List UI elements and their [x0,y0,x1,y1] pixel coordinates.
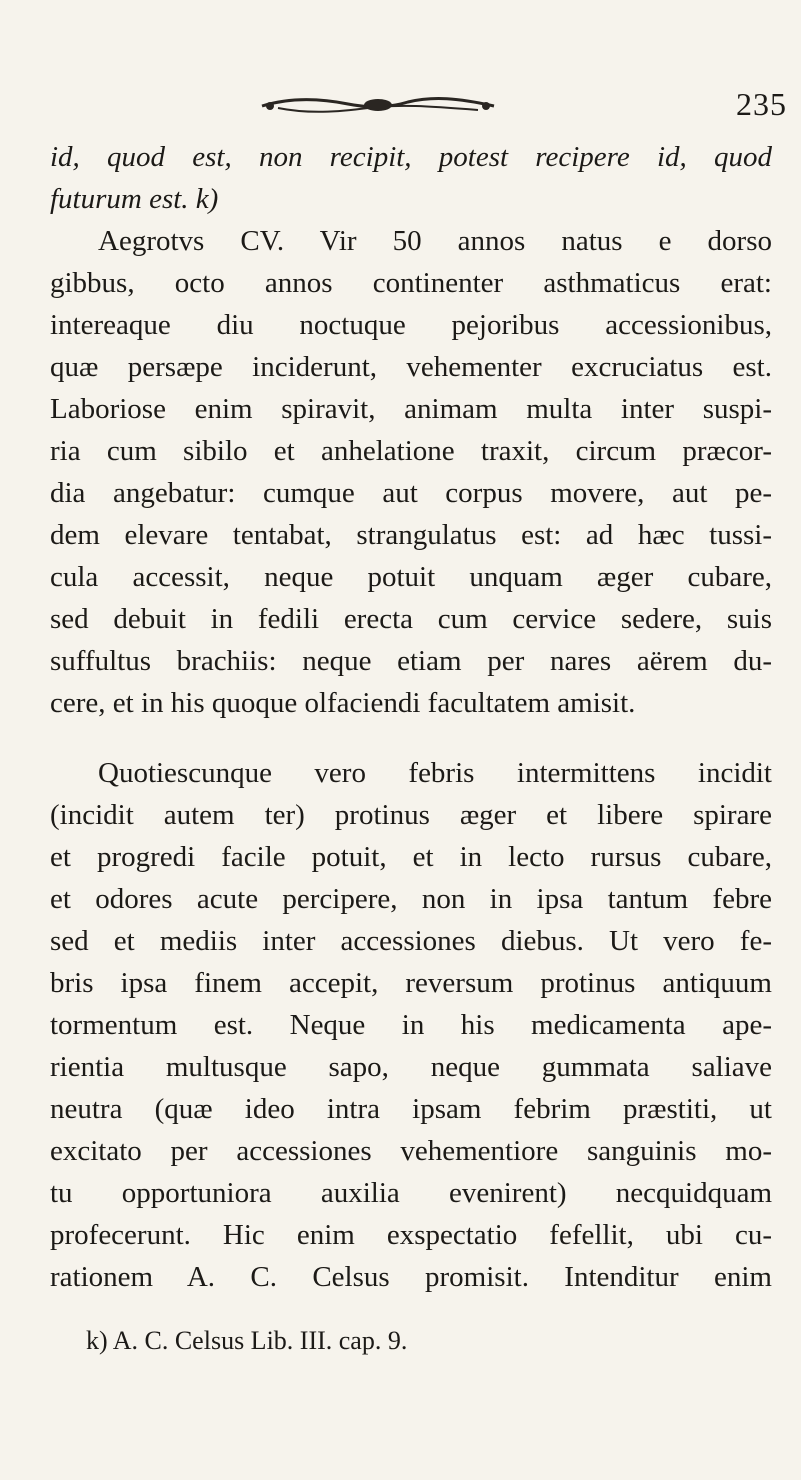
text-line: profecerunt. Hic enim exspectatio fefellit, ubi cu- [50,1219,772,1251]
text-line: Quotiescunque vero febris intermittens incidit [98,757,772,789]
text-line: et progredi facile potuit, et in lecto rursus cubare, [50,841,772,873]
text-line: excitato per accessiones vehementiore sanguinis mo- [50,1135,772,1167]
text-line: Aegrotvs CV. Vir 50 annos natus e dorso [98,225,772,257]
text-line: suffultus brachiis: neque etiam per nares aërem du- [50,645,772,677]
body-text [50,136,772,1298]
footnote: k) A. C. Celsus Lib. III. cap. 9. [86,1326,408,1355]
page-number: 235 [736,86,787,122]
text-line: sed et mediis inter accessiones diebus. Ut vero fe- [50,925,772,957]
text-line: ria cum sibilo et anhelatione traxit, circum præcor- [50,435,772,467]
text-line: rationem A. C. Celsus promisit. Intenditur enim [50,1261,772,1293]
text-line: quæ persæpe inciderunt, vehementer excruciatus est. [50,351,772,383]
text-line: gibbus, octo annos continenter asthmaticus erat: [50,267,772,299]
text-line: futurum est. k) [50,183,219,215]
text-line: et odores acute percipere, non in ipsa tantum febre [50,883,772,915]
text-line: dem elevare tentabat, strangulatus est: ad hæc tussi- [50,519,772,551]
text-line: cere, et in his quoque olfaciendi facultatem amisit. [50,687,636,719]
text-line: Laboriose enim spiravit, animam multa inter suspi- [50,393,772,425]
text-line: id, quod est, non recipit, potest recipere id, quod [50,141,772,173]
text-line: sed debuit in fedili erecta cum cervice sedere, suis [50,603,772,635]
text-line: rientia multusque sapo, neque gummata saliave [50,1051,772,1083]
ornament-headpiece [258,94,498,116]
text-line: tormentum est. Neque in his medicamenta ape- [50,1009,772,1041]
text-line: bris ipsa finem accepit, reversum protinus antiquum [50,967,772,999]
text-line: tu opportuniora auxilia evenirent) necquidquam [50,1177,772,1209]
text-line: dia angebatur: cumque aut corpus movere, aut pe- [50,477,772,509]
text-line: cula accessit, neque potuit unquam æger cubare, [50,561,772,593]
text-line: (incidit autem ter) protinus æger et libere spirare [50,799,772,831]
text-line: intereaque diu noctuque pejoribus accessionibus, [50,309,772,341]
text-line: neutra (quæ ideo intra ipsam febrim præstiti, ut [50,1093,772,1125]
